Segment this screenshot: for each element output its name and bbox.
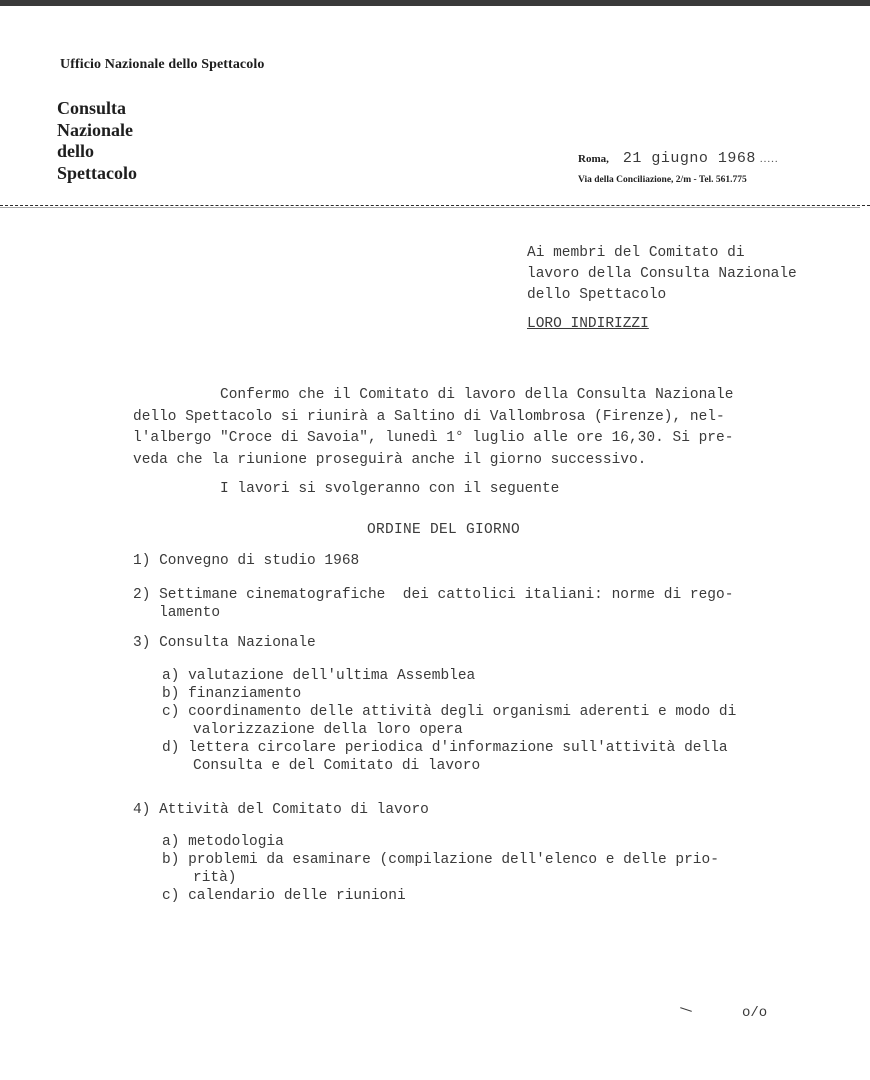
agenda-item-3 — [133, 634, 316, 652]
agenda-item-text: 2) Settimane cinematografiche dei cattolici italiani: norme di rego- — [133, 587, 734, 603]
paragraph-line: veda che la riunione proseguirà anche il giorno successivo. — [133, 451, 647, 468]
agenda-item-3-subitems — [162, 667, 736, 775]
organization-name-line: dello — [57, 141, 95, 161]
paragraph-line: l'albergo "Croce di Savoia", lunedì 1° luglio alle ore 16,30. Si pre- — [133, 430, 734, 446]
subitem: c) coordinamento delle attività degli organismi aderenti e modo di — [162, 704, 737, 720]
recipient-line: lavoro della Consulta Nazionale — [527, 266, 797, 282]
agenda-item-2 — [133, 586, 733, 622]
organization-name-line: Spettacolo — [57, 162, 137, 183]
recipient-line: Ai membri del Comitato di — [527, 245, 745, 261]
paragraph-meeting — [133, 385, 845, 471]
date-line — [578, 150, 779, 167]
agenda-item-text: 3) Consulta Nazionale — [133, 635, 316, 651]
agenda-title: ORDINE DEL GIORNO — [367, 522, 521, 538]
address-line: Via della Conciliazione, 2/m - Tel. 561.775 — [578, 175, 747, 185]
recipient-block — [527, 243, 797, 335]
subitem: c) calendario delle riunioni — [162, 888, 406, 904]
agenda-item-4 — [133, 801, 429, 819]
continuation-mark: o/o — [742, 1005, 768, 1021]
letter-date: 21 giugno 1968 — [622, 150, 756, 167]
office-name: Ufficio Nazionale dello Spettacolo — [60, 57, 265, 72]
subitem: b) problemi da esaminare (compilazione dell'elenco e delle prio- — [162, 852, 719, 868]
paragraph-line: Confermo che il Comitato di lavoro della Consulta Nazionale — [133, 387, 734, 403]
pen-mark — [680, 1007, 692, 1012]
subitem-continuation: rità) — [193, 870, 237, 886]
subitem-continuation: Consulta e del Comitato di lavoro — [193, 758, 481, 774]
recipient-address-note: LORO INDIRIZZI — [527, 316, 649, 332]
agenda-item-text: 1) Convegno di studio 1968 — [133, 553, 360, 569]
scan-top-edge — [0, 0, 870, 6]
letterhead-divider-shadow — [0, 207, 860, 208]
agenda-item-1 — [133, 552, 359, 570]
agenda-item-4-subitems — [162, 833, 719, 905]
subitem: d) lettera circolare periodica d'informazione sull'attività della — [162, 740, 728, 756]
organization-name-line: Consulta — [57, 98, 127, 118]
dotted-leader: ..... — [759, 153, 779, 165]
letterhead-divider — [0, 205, 870, 206]
subitem: a) valutazione dell'ultima Assemblea — [162, 668, 476, 684]
subitem: a) metodologia — [162, 834, 284, 850]
paragraph-line: dello Spettacolo si riunirà a Saltino di Vallombrosa (Firenze), nel- — [133, 408, 725, 425]
organization-name — [57, 98, 137, 184]
paragraph-intro: I lavori si svolgeranno con il seguente — [133, 481, 560, 497]
subitem-continuation: valorizzazione della loro opera — [193, 722, 463, 738]
agenda-item-text: lamento — [133, 605, 221, 621]
subitem: b) finanziamento — [162, 686, 302, 702]
organization-name-line: Nazionale — [57, 119, 133, 140]
recipient-line: dello Spettacolo — [527, 287, 667, 303]
agenda-item-text: 4) Attività del Comitato di lavoro — [133, 802, 429, 818]
place: Roma, — [578, 153, 609, 165]
